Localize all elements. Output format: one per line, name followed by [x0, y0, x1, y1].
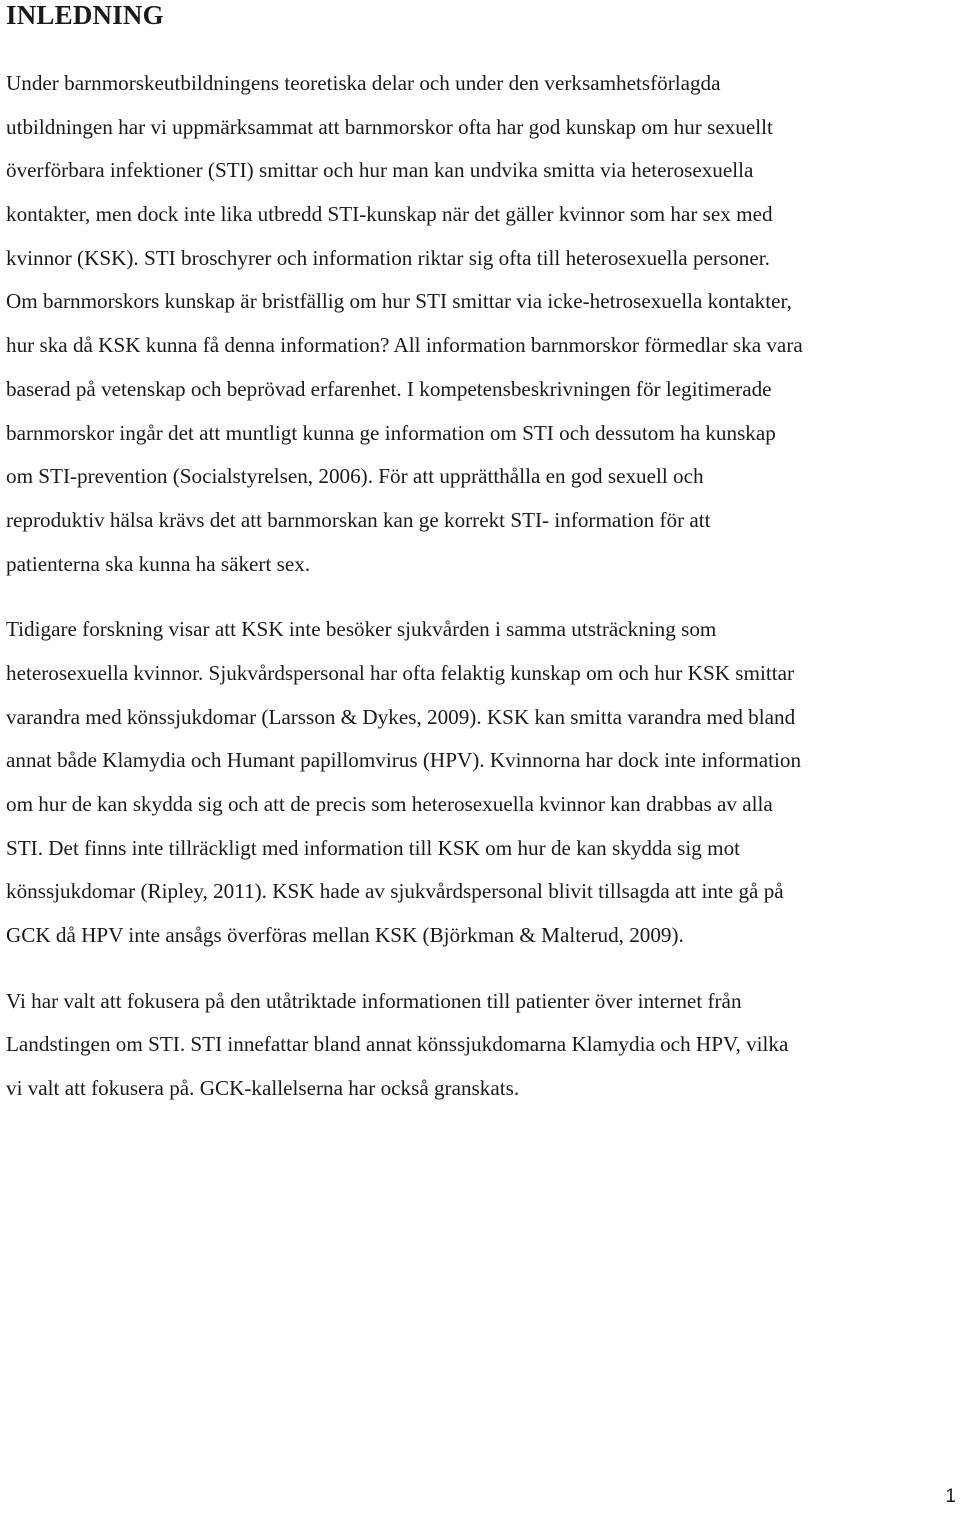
paragraph-2	[6, 608, 958, 958]
text-line: reproduktiv hälsa krävs det att barnmorskan kan ge korrekt STI- information för att	[6, 507, 711, 532]
text-line: GCK då HPV inte ansågs överföras mellan KSK (Björkman & Malterud, 2009).	[6, 923, 684, 948]
text-line: Under barnmorskeutbildningens teoretiska delar och under den verksamhetsförlagda	[6, 71, 721, 95]
text-line: Tidigare forskning visar att KSK inte besöker sjukvården i samma utsträckning som	[6, 617, 717, 642]
text-line: varandra med könssjukdomar (Larsson & Dykes, 2009). KSK kan smitta varandra med bland	[6, 704, 796, 729]
paragraph-1	[6, 62, 958, 586]
text-line: hur ska då KSK kunna få denna information? All information barnmorskor förmedlar ska vara	[6, 333, 803, 358]
page-number: 1	[945, 1486, 956, 1507]
text-line: om STI-prevention (Socialstyrelsen, 2006). För att upprätthålla en god sexuell och	[6, 464, 704, 489]
text-line: annat både Klamydia och Humant papillomvirus (HPV). Kvinnorna har dock inte information	[6, 748, 802, 773]
text-line: vi valt att fokusera på. GCK-kallelserna har också granskats.	[6, 1076, 520, 1101]
text-line: kontakter, men dock inte lika utbredd STI-kunskap när det gäller kvinnor som har sex med	[6, 202, 773, 227]
paragraph-3	[6, 980, 958, 1111]
text-line: könssjukdomar (Ripley, 2011). KSK hade av sjukvårdspersonal blivit tillsagda att inte gå på	[6, 879, 784, 904]
text-line: kvinnor (KSK). STI broschyrer och information riktar sig ofta till heterosexuella personer.	[6, 245, 770, 270]
text-line: patienterna ska kunna ha säkert sex.	[6, 551, 311, 576]
body-text	[6, 62, 958, 1133]
text-line: barnmorskor ingår det att muntligt kunna ge information om STI och dessutom ha kunskap	[6, 420, 776, 445]
text-line: Vi har valt att fokusera på den utåtriktade informationen till patienter över internet från	[6, 988, 742, 1013]
text-line: överförbara infektioner (STI) smittar och hur man kan undvika smitta via heterosexuella	[6, 158, 754, 183]
section-heading: INLEDNING	[6, 0, 164, 30]
text-line: Landstingen om STI. STI innefattar bland annat könssjukdomarna Klamydia och HPV, vilka	[6, 1032, 789, 1057]
text-line: Om barnmorskors kunskap är bristfällig om hur STI smittar via icke-hetrosexuella kontakter,	[6, 289, 792, 314]
text-line: utbildningen har vi uppmärksammat att barnmorskor ofta har god kunskap om hur sexuellt	[6, 114, 773, 139]
text-line: heterosexuella kvinnor. Sjukvårdspersonal har ofta felaktig kunskap om och hur KSK smittar	[6, 660, 794, 685]
text-line: baserad på vetenskap och beprövad erfarenhet. I kompetensbeskrivningen för legitimerade	[6, 376, 772, 401]
text-line: om hur de kan skydda sig och att de precis som heterosexuella kvinnor kan drabbas av alla	[6, 792, 773, 816]
text-line: STI. Det finns inte tillräckligt med information till KSK om hur de kan skydda sig mot	[6, 835, 741, 860]
